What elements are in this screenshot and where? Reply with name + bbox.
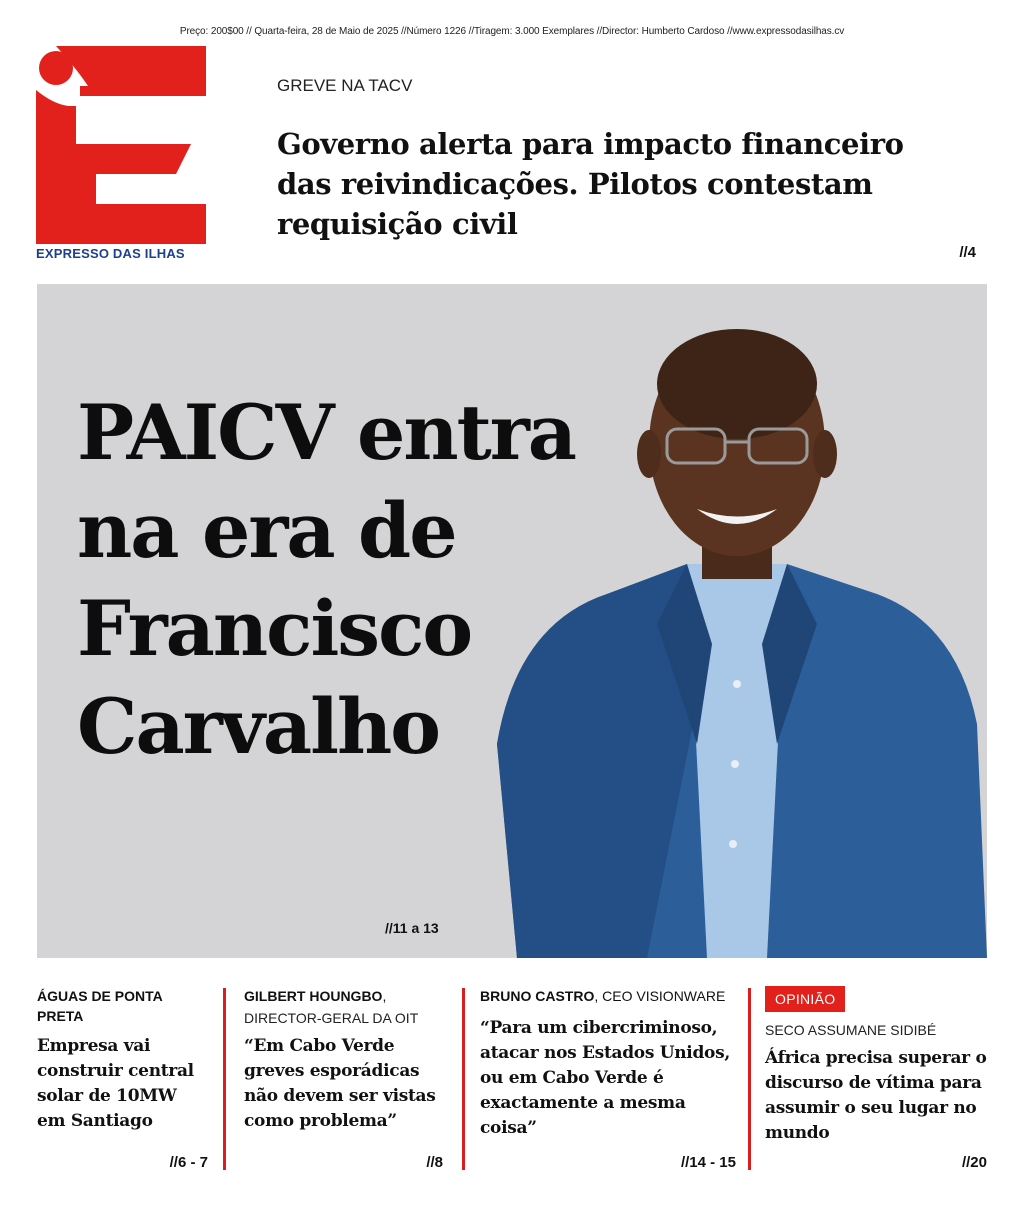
column-divider: [462, 988, 465, 1170]
logo-wordmark: EXPRESSO DAS ILHAS: [36, 246, 185, 261]
top-story-page-ref: //4: [959, 244, 976, 261]
teaser-kicker: GILBERT HOUNGBO,: [244, 988, 387, 1004]
expresso-logo[interactable]: [36, 46, 206, 260]
teaser-kicker: BRUNO CASTRO, CEO VISIONWARE: [480, 988, 726, 1004]
hero-headline-line: Francisco: [77, 584, 472, 673]
opinion-badge: OPINIÃO: [765, 986, 845, 1012]
hero-headline-line: na era de: [77, 486, 456, 575]
teaser-kicker: ÁGUAS DE PONTA PRETA: [37, 988, 163, 1024]
teaser-page-ref: //20: [961, 1154, 987, 1171]
teaser-gilbert-houngbo[interactable]: [244, 986, 443, 1176]
hero-headline-line: Carvalho: [77, 682, 439, 771]
teaser-bruno-castro[interactable]: [480, 986, 736, 1176]
hero-headline-line: PAICV entra: [77, 388, 576, 477]
top-story-kicker[interactable]: GREVE NA TACV: [277, 76, 413, 95]
teaser-headline: “Em Cabo Verde greves esporádicas não devem ser vistas como problema”: [244, 1036, 436, 1131]
teaser-headline: África precisa superar o discurso de vítima para assumir o seu lugar no mundo: [765, 1048, 987, 1143]
teaser-headline: “Para um cibercriminoso, atacar nos Estados Unidos, ou em Cabo Verde é exactamente a mesma coisa”: [480, 1018, 730, 1138]
column-divider: [223, 988, 226, 1170]
hero-story[interactable]: [37, 284, 987, 958]
hero-page-ref: //11 a 13: [385, 920, 439, 936]
teaser-subtitle: DIRECTOR-GERAL DA OIT: [244, 1010, 419, 1026]
teaser-aguas-ponta-preta[interactable]: [37, 986, 208, 1176]
issue-info-line: Preço: 200$00 // Quarta-feira, 28 de Maio de 2025 //Número 1226 //Tiragem: 3.000 Exemplares //Director: Humberto Cardoso //www.expressodasilhas.cv: [179, 26, 845, 37]
teaser-opiniao[interactable]: [765, 986, 987, 1176]
teaser-page-ref: //6 - 7: [169, 1154, 208, 1171]
teaser-page-ref: //14 - 15: [680, 1154, 736, 1171]
hero-portrait: [457, 324, 987, 958]
top-story-headline[interactable]: Governo alerta para impacto financeiro das reivindicações. Pilotos contestam requisição civil: [277, 127, 904, 241]
column-divider: [748, 988, 751, 1170]
teaser-subtitle: SECO ASSUMANE SIDIBÉ: [765, 1022, 937, 1038]
teaser-headline: Empresa vai construir central solar de 10MW em Santiago: [37, 1036, 194, 1131]
teaser-page-ref: //8: [426, 1154, 443, 1171]
